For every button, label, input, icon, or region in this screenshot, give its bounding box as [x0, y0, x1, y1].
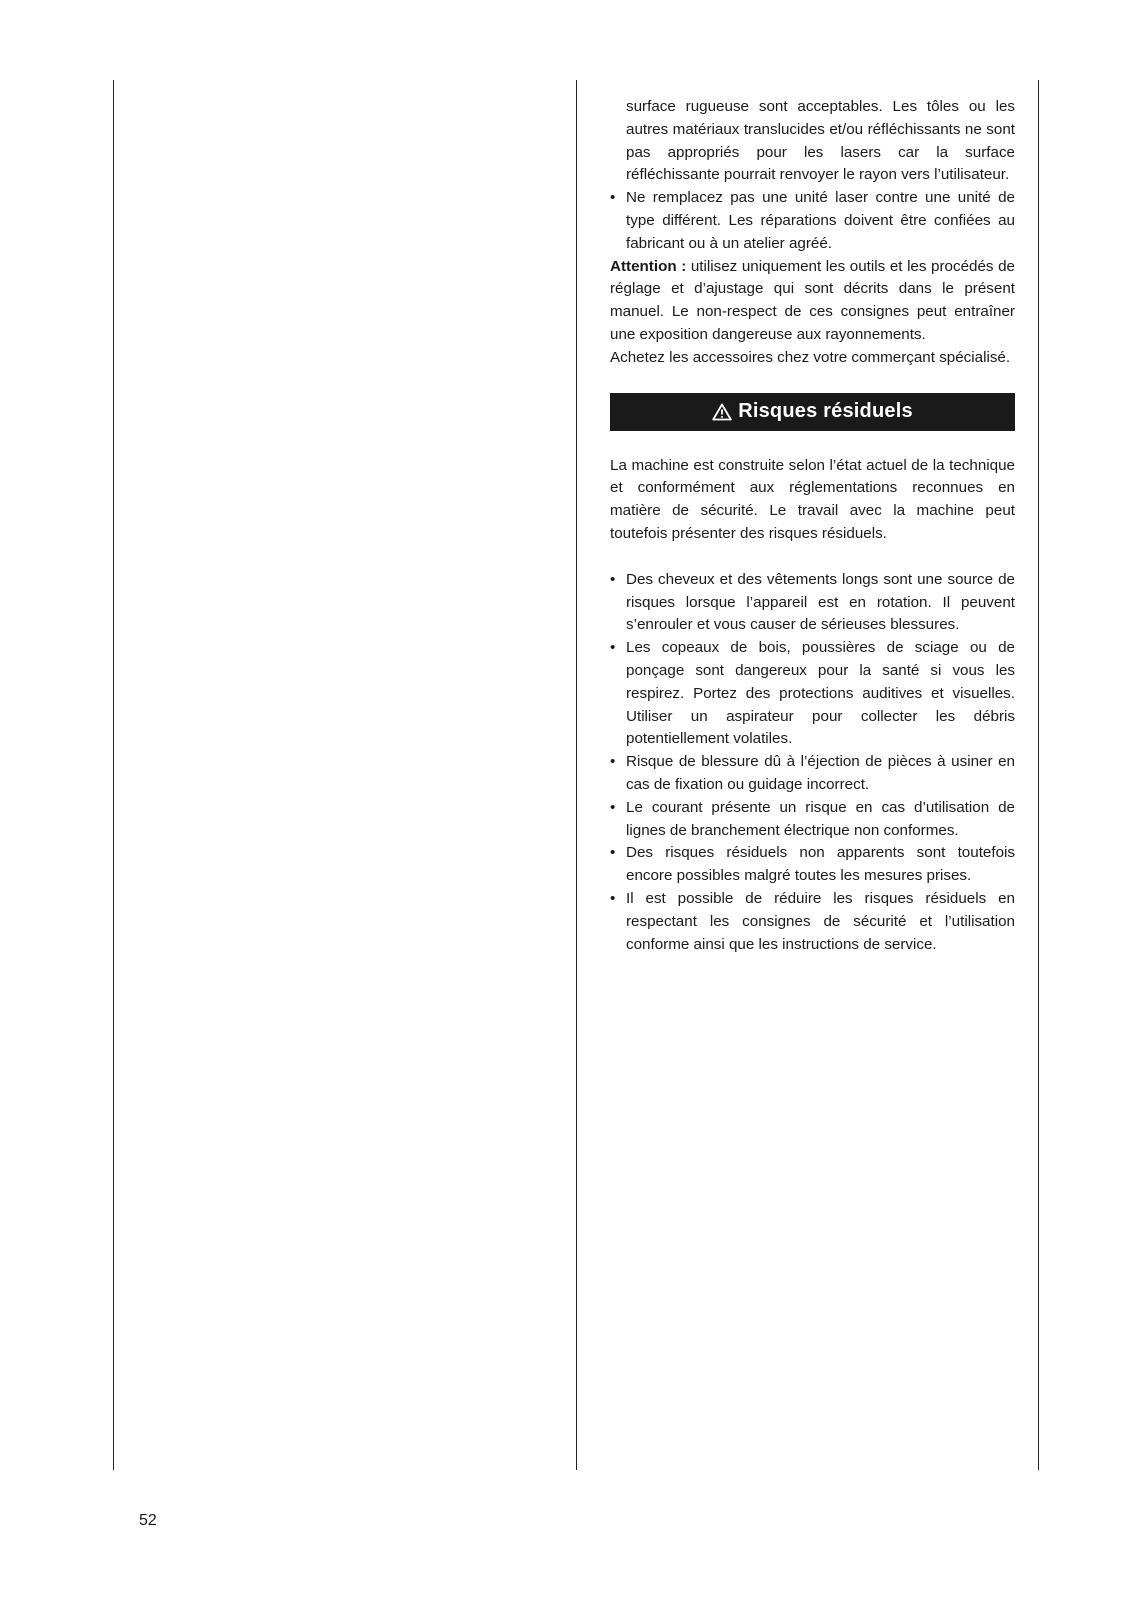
list-item: • Il est possible de réduire les risques résiduels en respectant les consignes de sécurité et l’utilisation conforme ainsi que les instructions de service. — [610, 888, 1015, 956]
list-item: • Des risques résiduels non apparents sont toutefois encore possibles malgré toutes les mesures prises. — [610, 842, 1015, 888]
attention-text: utilisez uniquement les outils et les procédés de réglage et d’ajustage qui sont décrits dans le présent manuel. Le non-respect de ces consignes peut entraîner une exposition dangereuse aux rayonnements. — [610, 257, 1015, 343]
attention-paragraph — [610, 256, 1015, 347]
list-item: • Ne remplacez pas une unité laser contre une unité de type différent. Les réparations doivent être confiées au fabricant ou à un atelier agréé. — [610, 187, 1015, 255]
section-title: Risques résiduels — [738, 400, 913, 423]
right-margin-rule — [1038, 80, 1039, 1470]
right-column — [610, 96, 1015, 956]
list-item: • Des cheveux et des vêtements longs sont une source de risques lorsque l’appareil est en rotation. Il peuvent s’enrouler et vous causer de sérieuses blessures. — [610, 569, 1015, 637]
attention-label: Attention : — [610, 257, 687, 275]
section-intro: La machine est construite selon l’état actuel de la technique et conformément aux réglementations reconnues en matière de sécurité. Le travail avec la machine peut toutefois présenter des risques résiduels. — [610, 456, 1015, 542]
accessories-paragraph: Achetez les accessoires chez votre commerçant spécialisé. — [610, 348, 1011, 366]
paragraph-gap — [610, 546, 1015, 569]
page-number: 52 — [139, 1512, 157, 1529]
continuation-paragraph: surface rugueuse sont acceptables. Les tôles ou les autres matériaux translucides et/ou réfléchissants ne sont pas appropriés pour les lasers car la surface réfléchissante pourrait renvoyer le rayon vers l’utilisateur. — [626, 98, 1015, 184]
laser-bullet-list — [610, 187, 1015, 255]
column-divider-rule — [576, 80, 577, 1470]
list-item: • Le courant présente un risque en cas d’utilisation de lignes de branchement électrique non conformes. — [610, 797, 1015, 843]
list-item: • Risque de blessure dû à l’éjection de pièces à usiner en cas de fixation ou guidage incorrect. — [610, 751, 1015, 797]
warning-triangle-icon — [712, 403, 732, 421]
left-margin-rule — [113, 80, 114, 1470]
residual-risks-list — [610, 569, 1015, 957]
section-heading-bar — [610, 393, 1015, 431]
list-item: • Les copeaux de bois, poussières de sciage ou de ponçage sont dangereux pour la santé si vous les respirez. Portez des protections auditives et visuelles. Utiliser un aspirateur pour collecter les débris potentiellement volatiles. — [610, 637, 1015, 751]
